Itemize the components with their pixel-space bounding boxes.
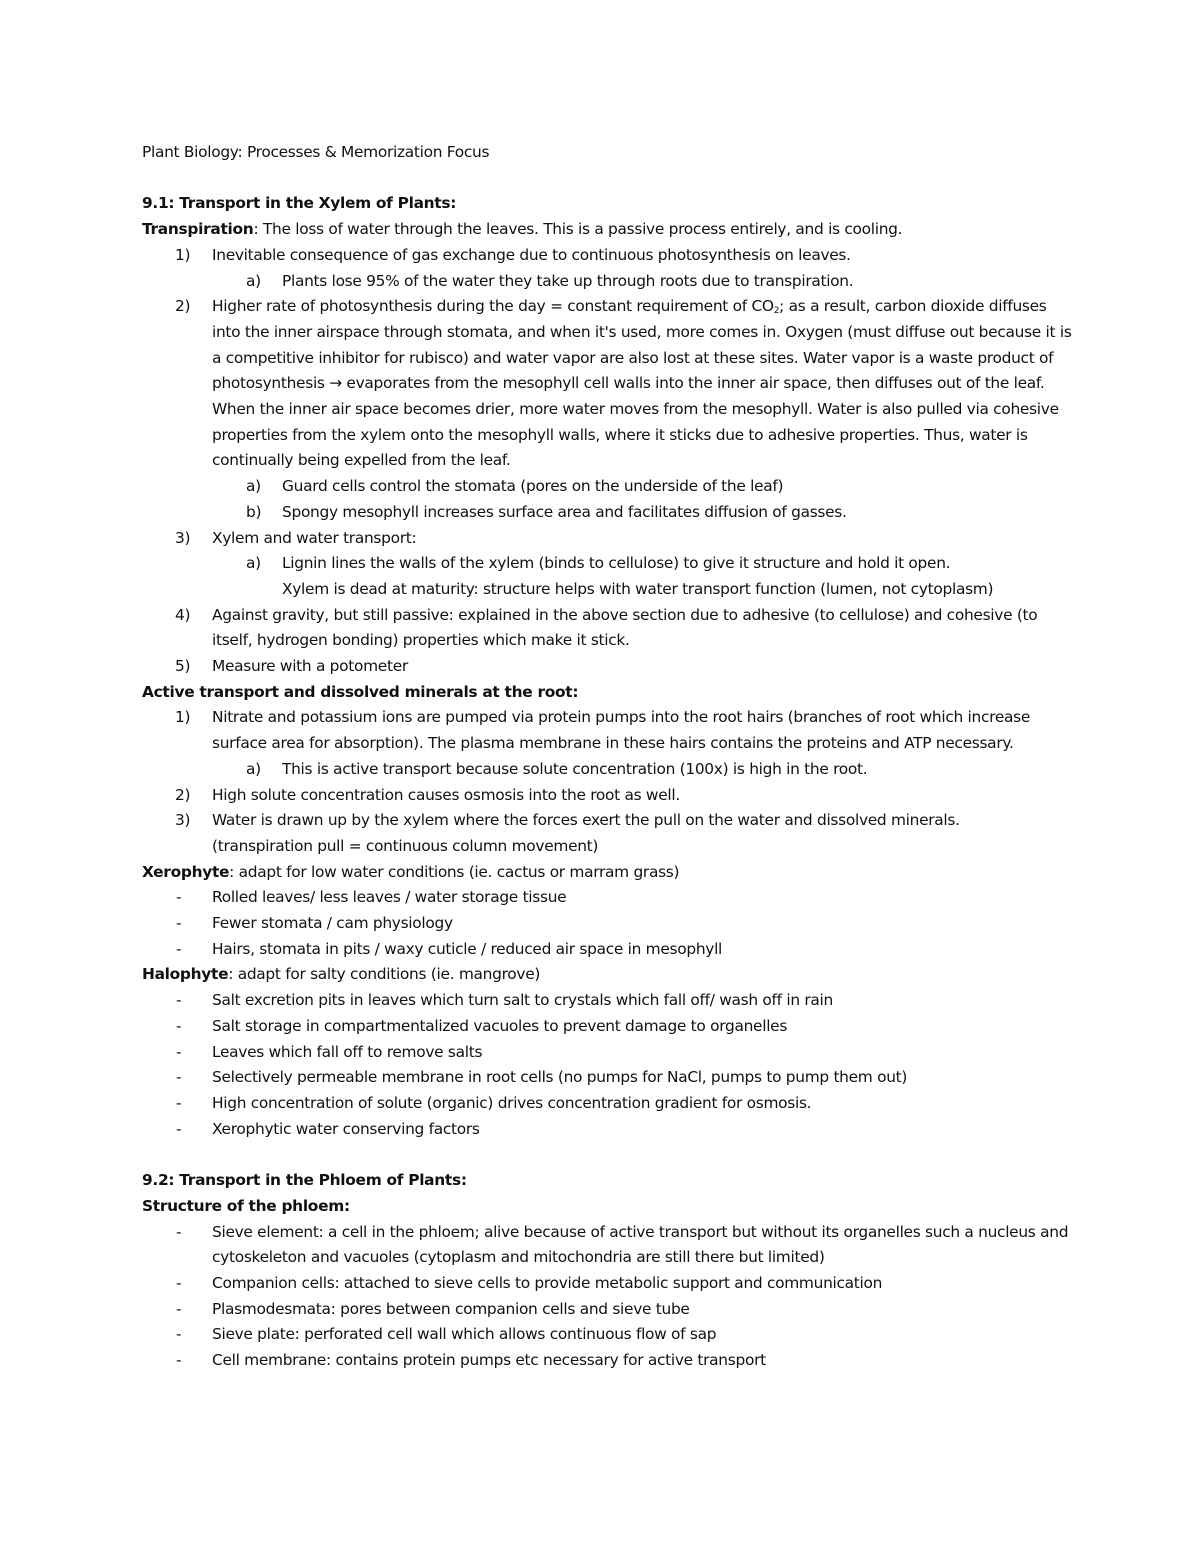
bullet-item (142, 1271, 1072, 1297)
item-text: Against gravity, but still passive: explained in the above section due to adhesive (to cellulose) and cohesive (to itself, hydrogen bonding) properties which make it stick. (212, 605, 1038, 650)
item-text: Leaves which fall off to remove salts (212, 1042, 483, 1061)
item-text: Selectively permeable membrane in root cells (no pumps for NaCl, pumps to pump them out) (212, 1068, 908, 1087)
bullet-item (142, 1040, 1072, 1066)
item-text-continued: ; as a result, carbon dioxide diffuses into the inner airspace through stomata, and when it's used, more comes in. Oxygen (must diffuse out because it is a competitive inhibitor for rubisco) and water vapor are also lost at these sites. Water vapor is a waste product of photosynthesis → evaporates from the mesophyll cell walls into the inner air space, then diffuses out of the leaf. When the inner air space becomes drier, more water moves from the mesophyll. Water is also pulled via cohesive properties from the xylem onto the mesophyll walls, where it sticks due to adhesive properties. Thus, water is continually being expelled from the leaf. (212, 297, 1072, 470)
item-text: Water is drawn up by the xylem where the forces exert the pull on the water and dissolved minerals. (212, 811, 960, 830)
term-text: : adapt for salty conditions (ie. mangrove) (228, 965, 541, 984)
bullet-item (142, 988, 1072, 1014)
dash-bullet: - (176, 1119, 182, 1138)
item-text: Plants lose 95% of the water they take up through roots due to transpiration. (282, 271, 854, 290)
item-text: Inevitable consequence of gas exchange due to continuous photosynthesis on leaves. (212, 245, 851, 264)
bullet-item (142, 1117, 1072, 1143)
item-text: Cell membrane: contains protein pumps etc necessary for active transport (212, 1351, 766, 1370)
dash-bullet: - (176, 888, 182, 907)
list-item (142, 243, 1072, 269)
item-text: High concentration of solute (organic) drives concentration gradient for osmosis. (212, 1094, 812, 1112)
item-text: Sieve element: a cell in the phloem; alive because of active transport but without its organelles such a nucleus and cytoskeleton and vacuoles (cytoplasm and mitochondria are still there but limited) (212, 1222, 1069, 1267)
item-text: Lignin lines the walls of the xylem (binds to cellulose) to give it structure and hold it open. (282, 554, 951, 573)
spacer (142, 1142, 1072, 1168)
item-text: Measure with a potometer (212, 657, 408, 676)
bullet-item (142, 1220, 1072, 1271)
bullet-item (142, 1297, 1072, 1323)
item-text: High solute concentration causes osmosis into the root as well. (212, 785, 680, 804)
dash-bullet: - (176, 939, 182, 958)
item-number: 1) (175, 708, 191, 727)
sub-list-item (142, 757, 1072, 783)
dash-bullet: - (176, 1094, 182, 1112)
item-letter: a) (246, 759, 261, 778)
item-number: 1) (175, 245, 191, 264)
dash-bullet: - (176, 991, 182, 1010)
dash-bullet: - (176, 1351, 182, 1370)
bullet-item (142, 1065, 1072, 1091)
item-number: 2) (175, 297, 191, 316)
section-heading-9-1: 9.1: Transport in the Xylem of Plants: (142, 194, 457, 213)
section-heading-9-2: 9.2: Transport in the Phloem of Plants: (142, 1171, 467, 1190)
dash-bullet: - (176, 914, 182, 933)
term-label: Xerophyte (142, 862, 230, 881)
bullet-item (142, 1348, 1072, 1374)
bullet-item (142, 1091, 1072, 1117)
subheading-phloem-structure: Structure of the phloem: (142, 1196, 350, 1215)
bullet-item (142, 911, 1072, 937)
list-item (142, 603, 1072, 654)
item-text: This is active transport because solute concentration (100x) is high in the root. (282, 759, 868, 778)
item-text: Hairs, stomata in pits / waxy cuticle / reduced air space in mesophyll (212, 939, 723, 958)
sub-list-item (142, 269, 1072, 295)
halophyte-definition (142, 962, 1072, 988)
page-title: Plant Biology: Processes & Memorization Focus (142, 143, 490, 161)
list-item (142, 808, 1072, 834)
list-item (142, 654, 1072, 680)
item-text: Spongy mesophyll increases surface area and facilitates diffusion of gasses. (282, 502, 847, 521)
item-text: Xerophytic water conserving factors (212, 1119, 480, 1138)
dash-bullet: - (176, 1299, 182, 1318)
dash-bullet: - (176, 1016, 182, 1035)
item-number: 4) (175, 605, 191, 624)
bullet-item (142, 1322, 1072, 1348)
item-number: 2) (175, 785, 191, 804)
item-text: Rolled leaves/ less leaves / water storage tissue (212, 888, 567, 907)
dash-bullet: - (176, 1273, 182, 1292)
item-text: Xylem and water transport: (212, 528, 417, 547)
item-number: 5) (175, 657, 191, 676)
item-letter: b) (246, 502, 262, 521)
dash-bullet: - (176, 1068, 182, 1087)
item-letter: a) (246, 271, 261, 290)
sub-list-continuation: Xylem is dead at maturity: structure helps with water transport function (lumen, not cytoplasm) (282, 579, 994, 598)
term-label: Halophyte (142, 965, 229, 984)
list-item (142, 705, 1072, 756)
transpiration-definition (142, 217, 1072, 243)
term-label: Transpiration (142, 220, 254, 239)
dash-bullet: - (176, 1042, 182, 1061)
dash-bullet: - (176, 1325, 182, 1344)
list-item (142, 294, 1072, 474)
bullet-item (142, 885, 1072, 911)
item-text: Guard cells control the stomata (pores on the underside of the leaf) (282, 477, 784, 496)
bullet-item (142, 937, 1072, 963)
spacer (142, 166, 1072, 192)
term-text: : adapt for low water conditions (ie. cactus or marram grass) (229, 862, 680, 881)
subscript: 2 (773, 306, 780, 317)
item-text: Fewer stomata / cam physiology (212, 914, 453, 933)
item-text: Plasmodesmata: pores between companion cells and sieve tube (212, 1299, 690, 1318)
item-letter: a) (246, 477, 261, 496)
item-number: 3) (175, 811, 191, 830)
item-text: Companion cells: attached to sieve cells to provide metabolic support and communication (212, 1273, 883, 1292)
list-item (142, 526, 1072, 552)
document-body (142, 140, 1072, 1374)
item-text: Sieve plate: perforated cell wall which allows continuous flow of sap (212, 1325, 717, 1344)
item-text: Higher rate of photosynthesis during the day = constant requirement of CO (212, 297, 774, 316)
item-letter: a) (246, 554, 261, 573)
dash-bullet: - (176, 1222, 182, 1241)
list-item (142, 783, 1072, 809)
item-text: Nitrate and potassium ions are pumped via protein pumps into the root hairs (branches of root which increase surface area for absorption). The plasma membrane in these hairs contains the proteins and ATP necessary. (212, 708, 1031, 753)
sub-list-item (142, 551, 1072, 577)
sub-list-item (142, 500, 1072, 526)
bullet-item (142, 1014, 1072, 1040)
item-text: Salt storage in compartmentalized vacuoles to prevent damage to organelles (212, 1016, 788, 1035)
item-text: Salt excretion pits in leaves which turn salt to crystals which fall off/ wash off in rain (212, 991, 833, 1010)
sub-list-item (142, 474, 1072, 500)
subheading-active-transport: Active transport and dissolved minerals at the root: (142, 682, 579, 701)
term-text: : The loss of water through the leaves. This is a passive process entirely, and is cooling. (253, 220, 903, 239)
list-continuation: (transpiration pull = continuous column movement) (212, 836, 599, 855)
item-number: 3) (175, 528, 191, 547)
xerophyte-definition (142, 860, 1072, 886)
